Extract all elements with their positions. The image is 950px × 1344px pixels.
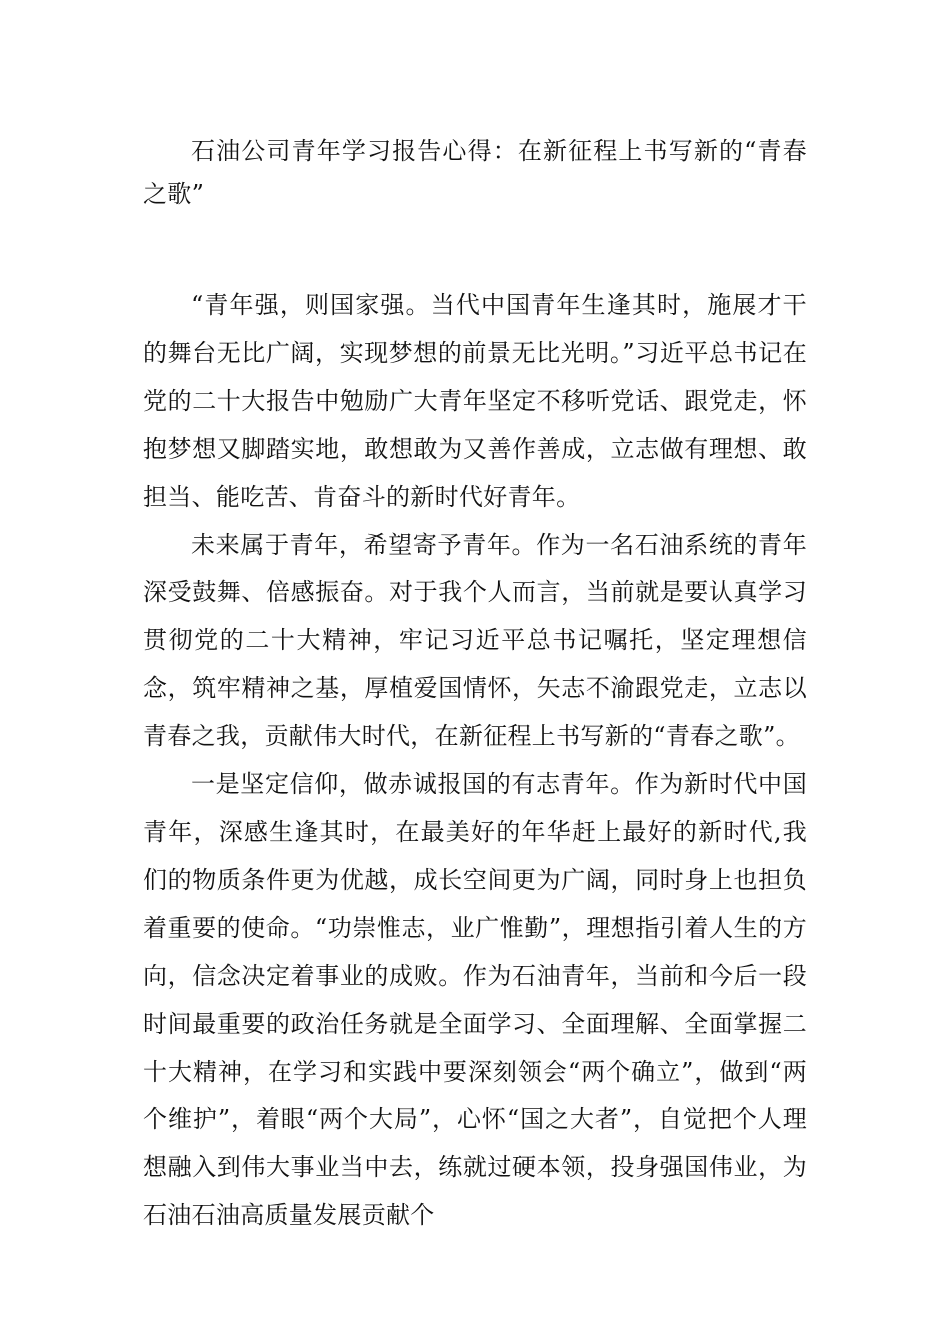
document-title: 石油公司青年学习报告心得：在新征程上书写新的“青春之歌” — [143, 137, 807, 208]
document-body — [143, 282, 807, 1240]
paragraph-1: “青年强，则国家强。当代中国青年生逢其时，施展才干的舞台无比广阔，实现梦想的前景无比光明。”习近平总书记在党的二十大报告中勉励广大青年坚定不移听党话、跟党走，怀抱梦想又脚踏实地，敢想敢为又善作善成，立志做有理想、敢担当、能吃苦、肯奋斗的新时代好青年。 — [143, 291, 807, 511]
paragraph-3: 一是坚定信仰，做赤诚报国的有志青年。作为新时代中国青年，深感生逢其时，在最美好的年华赶上最好的新时代,我们的物质条件更为优越，成长空间更为广阔，同时身上也担负着重要的使命。“功崇惟志，业广惟勤”，理想指引着人生的方向，信念决定着事业的成败。作为石油青年，当前和今后一段时间最重要的政治任务就是全面学习、全面理解、全面掌握二十大精神，在学习和实践中要深刻领会“两个确立”，做到“两个维护”，着眼“两个大局”，心怀“国之大者”，自觉把个人理想融入到伟大事业当中去，练就过硬本领，投身强国伟业，为石油石油高质量发展贡献个 — [143, 770, 807, 1230]
paragraph-2: 未来属于青年，希望寄予青年。作为一名石油系统的青年深受鼓舞、倍感振奋。对于我个人而言，当前就是要认真学习贯彻党的二十大精神，牢记习近平总书记嘱托，坚定理想信念，筑牢精神之基，厚植爱国情怀，矢志不渝跟党走，立志以青春之我，贡献伟大时代，在新征程上书写新的“青春之歌”。 — [143, 530, 807, 751]
